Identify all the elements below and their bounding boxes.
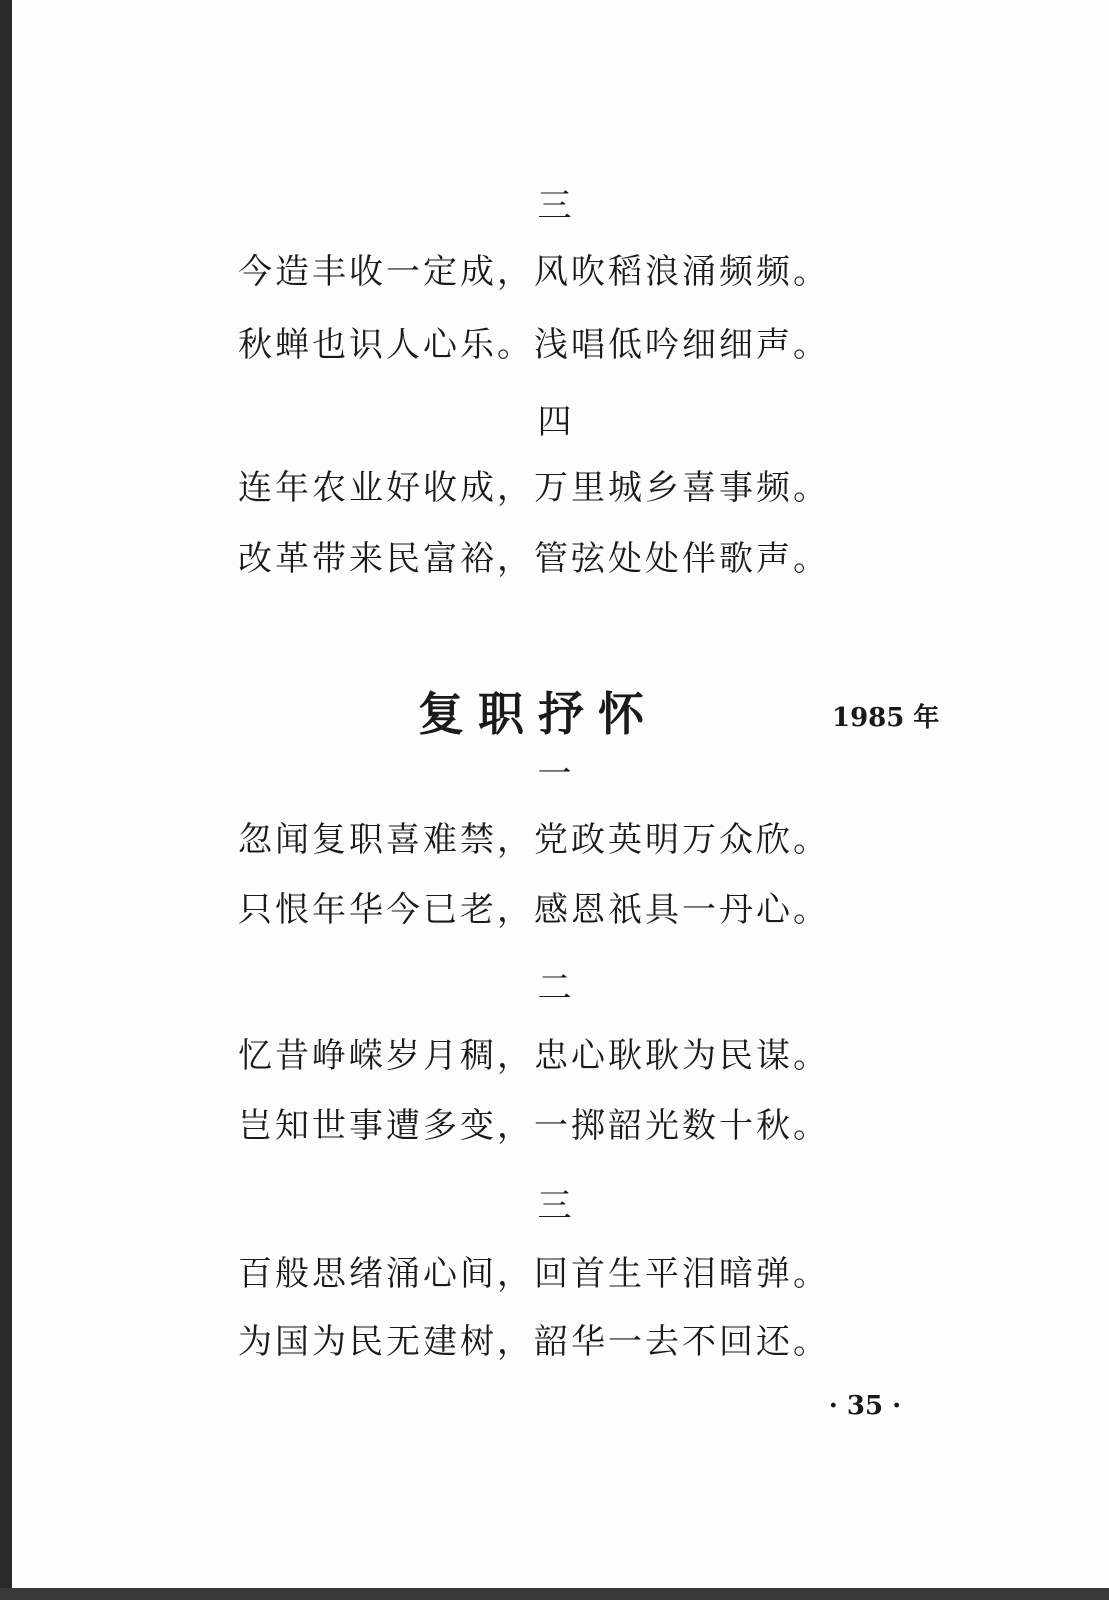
poem-line: 百般思绪涌心间，回首生平泪暗弹。: [238, 1254, 830, 1294]
poem-title: 复职抒怀: [418, 687, 658, 741]
poem-line: 岂知世事遭多变，一掷韶光数十秋。: [238, 1106, 830, 1146]
page-left-edge: [0, 0, 12, 1600]
section-number: 三: [537, 186, 572, 226]
section-number: 三: [537, 1186, 572, 1226]
poem-line: 秋蝉也识人心乐。浅唱低吟细细声。: [238, 325, 830, 365]
poem-line: 改革带来民富裕，管弦处处伴歌声。: [238, 539, 830, 579]
poem-line: 忽闻复职喜难禁，党政英明万众欣。: [238, 820, 830, 860]
poem-line: 为国为民无建树，韶华一去不回还。: [238, 1322, 830, 1362]
page-bottom-edge: [0, 1588, 1109, 1600]
poem-line: 只恨年华今已老，感恩祇具一丹心。: [238, 890, 830, 930]
poem-year: 1985 年: [832, 703, 940, 733]
section-number: 一: [537, 754, 572, 794]
section-number: 二: [537, 968, 572, 1008]
section-number: 四: [537, 402, 572, 442]
poem-line: 今造丰收一定成，风吹稻浪涌频频。: [238, 252, 830, 292]
poem-line: 忆昔峥嵘岁月稠，忠心耿耿为民谋。: [238, 1036, 830, 1076]
page-number: · 35 ·: [828, 1391, 902, 1421]
poem-line: 连年农业好收成，万里城乡喜事频。: [238, 468, 830, 508]
